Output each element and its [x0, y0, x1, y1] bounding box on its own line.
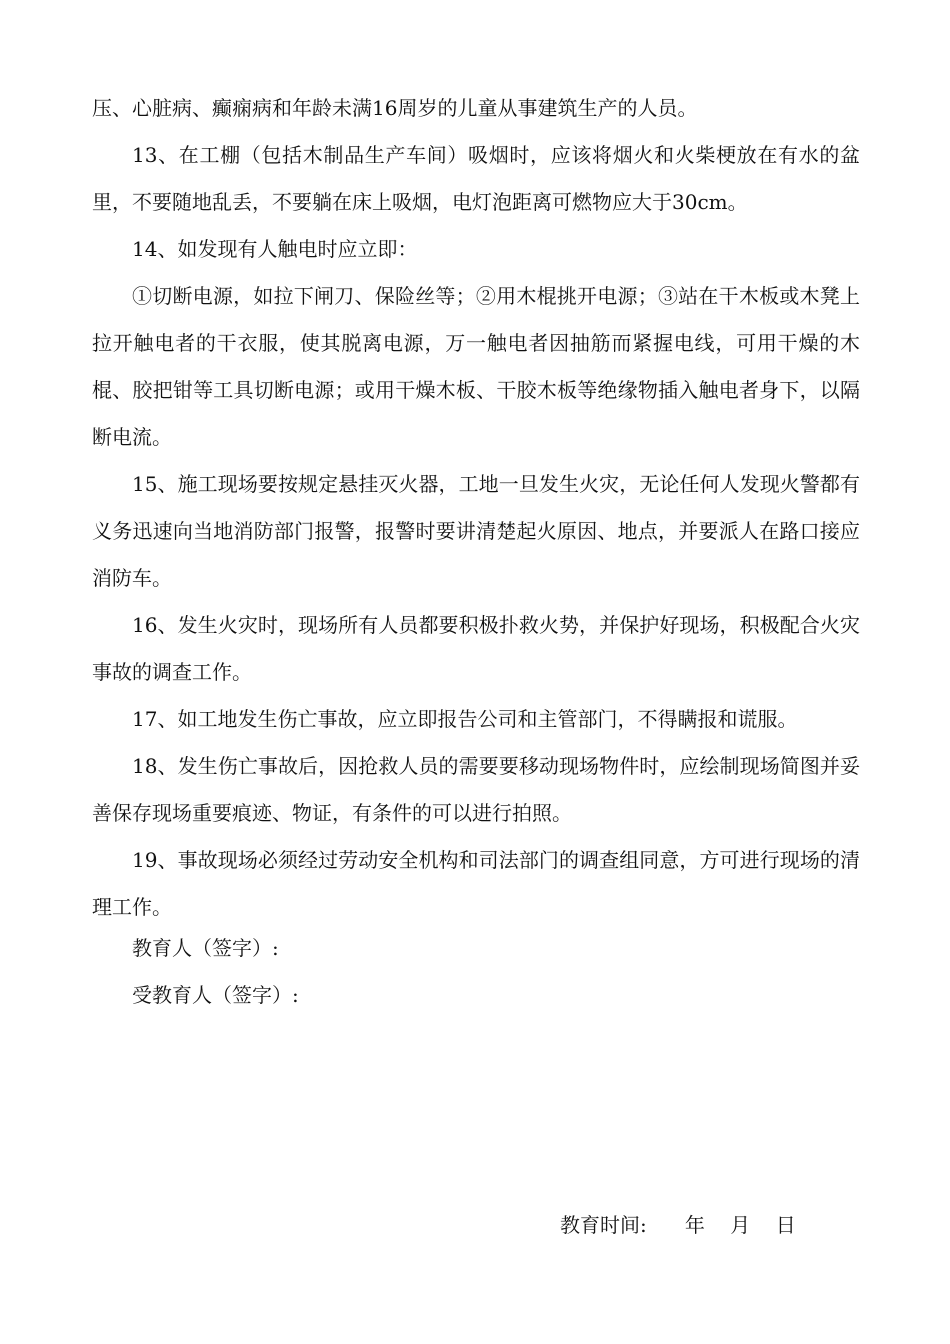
paragraph-item-13: 13、在工棚（包括木制品生产车间）吸烟时，应该将烟火和火柴梗放在有水的盆里，不要随地乱丢，不要躺在床上吸烟，电灯泡距离可燃物应大于30cm。	[92, 143, 860, 214]
paragraph-item-16: 16、发生火灾时，现场所有人员都要积极扑救火势，并保护好现场，积极配合火灾事故的调查工作。	[92, 613, 860, 684]
education-date-line: 教育时间: 年 月 日	[560, 1213, 796, 1237]
educatee-signature-label: 受教育人（签字）:	[132, 983, 299, 1007]
paragraph-item-19: 19、事故现场必须经过劳动安全机构和司法部门的调查组同意，方可进行现场的清理工作。	[92, 848, 860, 919]
paragraph-item-15: 15、施工现场要按规定悬挂灭火器，工地一旦发生火灾，无论任何人发现火警都有义务迅速向当地消防部门报警，报警时要讲清楚起火原因、地点，并要派人在路口接应消防车。	[92, 472, 860, 590]
paragraph-item-18: 18、发生伤亡事故后，因抢救人员的需要要移动现场物件时，应绘制现场简图并妥善保存现场重要痕迹、物证，有条件的可以进行拍照。	[92, 754, 860, 825]
paragraph-item-14: 14、如发现有人触电时应立即：	[132, 237, 418, 261]
paragraph-item-17: 17、如工地发生伤亡事故，应立即报告公司和主管部门，不得瞒报和谎服。	[132, 707, 798, 731]
educator-signature-label: 教育人（签字）:	[132, 936, 279, 960]
paragraph-item-14-steps: ①切断电源，如拉下闸刀、保险丝等；②用木棍挑开电源；③站在干木板或木凳上拉开触电者的干衣服，使其脱离电源，万一触电者因抽筋而紧握电线，可用干燥的木棍、胶把钳等工具切断电源；或用干燥木板、干胶木板等绝缘物插入触电者身下，以隔断电流。	[92, 284, 860, 449]
paragraph-continuation: 压、心脏病、癫痫病和年龄未满16周岁的儿童从事建筑生产的人员。	[92, 96, 698, 120]
